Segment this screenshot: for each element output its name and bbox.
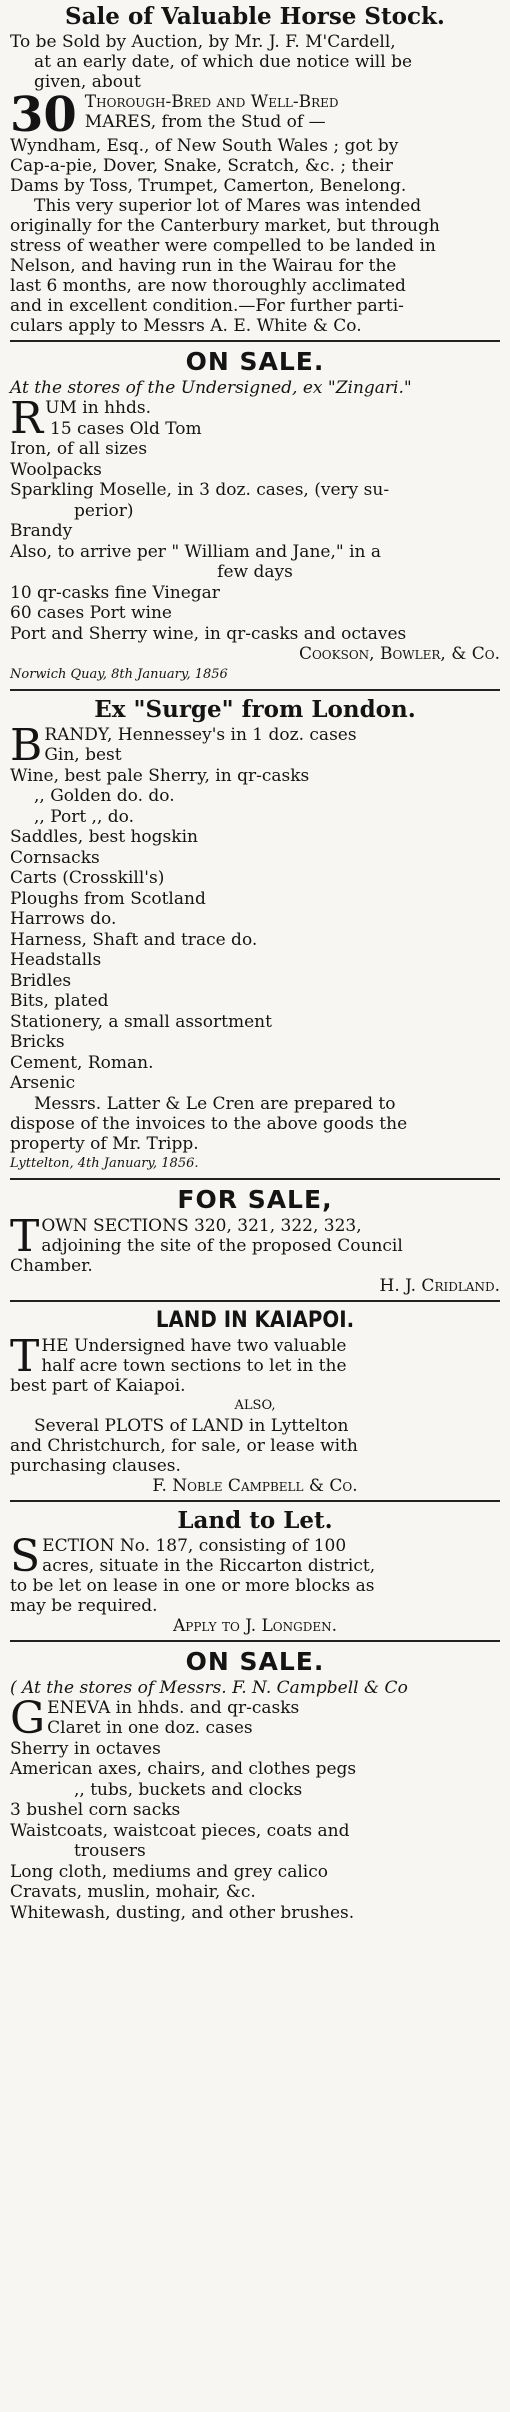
- notice-line: dispose of the invoices to the above goods the: [10, 1113, 408, 1134]
- list-item: Wine, best pale Sherry, in qr-casks: [10, 765, 310, 786]
- for-sale-line: OWN SECTIONS 320, 321, 322, 323,: [41, 1215, 362, 1236]
- list-item: 10 qr-casks fine Vinegar: [10, 582, 220, 603]
- list-item: Bricks: [10, 1032, 65, 1052]
- dropcap-block: [10, 719, 500, 771]
- notice-line: property of Mr. Tripp.: [10, 1133, 199, 1154]
- dropcap-block: [10, 1530, 500, 1582]
- list-item: RANDY, Hennessey's in 1 doz. cases: [44, 724, 357, 745]
- on-sale-subtitle: At the stores of the Undersigned, ex "Zingari.": [10, 378, 412, 398]
- horse-sale-line: Wyndham, Esq., of New South Wales ; got by: [10, 136, 399, 156]
- divider: [10, 1300, 500, 1302]
- signature: F. Noble Campbell & Co.: [152, 1475, 358, 1496]
- list-item: Gin, best: [44, 745, 122, 765]
- on-sale-campbell-advert: [10, 1646, 500, 1924]
- list-item: Harness, Shaft and trace do.: [10, 929, 258, 950]
- list-item: Sherry in octaves: [10, 1738, 161, 1759]
- dateline: Norwich Quay, 8th January, 1856: [10, 666, 228, 682]
- horse-sale-line: Thorough-Bred and Well-Bred: [84, 92, 339, 112]
- land-to-let-line: may be required.: [10, 1595, 158, 1616]
- list-item: Headstalls: [10, 950, 102, 970]
- horse-sale-advert: [10, 2, 500, 336]
- kaiapoi-line: half acre town sections to let in the: [41, 1355, 347, 1376]
- list-item: Long cloth, mediums and grey calico: [10, 1861, 328, 1882]
- dropcap-letter: B: [10, 719, 43, 771]
- list-item: Cornsacks: [10, 847, 100, 868]
- land-to-let-line: ECTION No. 187, consisting of 100: [42, 1535, 347, 1556]
- horse-sale-line: originally for the Canterbury market, but through: [10, 216, 440, 236]
- horse-sale-line: MARES, from the Stud of —: [84, 112, 326, 132]
- horse-sale-line: This very superior lot of Mares was intended: [34, 196, 422, 216]
- list-item: UM in hhds.: [45, 398, 151, 418]
- signature: Apply to J. Longden.: [173, 1615, 337, 1636]
- kaiapoi-line: and Christchurch, for sale, or lease with: [10, 1435, 358, 1456]
- horse-sale-line: given, about: [34, 72, 141, 92]
- land-to-let-advert: [10, 1506, 500, 1636]
- notice-line: Messrs. Latter & Le Cren are prepared to: [34, 1093, 396, 1114]
- list-item: Carts (Crosskill's): [10, 868, 165, 888]
- horse-sale-line: Dams by Toss, Trumpet, Camerton, Benelong.: [10, 176, 407, 196]
- list-item: ENEVA in hhds. and qr-casks: [47, 1697, 300, 1718]
- list-item: Woolpacks: [10, 459, 102, 480]
- list-item: perior): [74, 500, 134, 521]
- list-item: Iron, of all sizes: [10, 439, 148, 459]
- divider: [10, 1500, 500, 1502]
- list-item: 15 cases Old Tom: [50, 418, 202, 439]
- list-item: American axes, chairs, and clothes pegs: [10, 1759, 357, 1779]
- land-kaiapoi-advert: [10, 1306, 500, 1496]
- land-kaiapoi-title: LAND IN KAIAPOI.: [155, 1307, 355, 1333]
- dropcap-letter: T: [10, 1330, 40, 1382]
- for-sale-line: adjoining the site of the proposed Council: [41, 1235, 403, 1256]
- list-item: ,, Port ,, do.: [34, 806, 134, 827]
- dropcap-letter: T: [10, 1210, 40, 1262]
- on-sale-zingari-advert: [10, 346, 500, 685]
- list-item: few days: [217, 562, 293, 582]
- ex-surge-advert: [10, 695, 500, 1174]
- horse-sale-line: at an early date, of which due notice will be: [34, 52, 413, 72]
- horse-sale-line: culars apply to Messrs A. E. White & Co.: [10, 316, 362, 336]
- horse-sale-line: Cap-a-pie, Dover, Snake, Scratch, &c. ; their: [10, 156, 393, 176]
- land-to-let-line: acres, situate in the Riccarton district,: [42, 1555, 376, 1576]
- land-to-let-title: Land to Let.: [177, 1506, 333, 1534]
- kaiapoi-line: Several PLOTS of LAND in Lyttelton: [34, 1415, 349, 1436]
- for-sale-advert: [10, 1184, 500, 1296]
- horse-sale-line: stress of weather were compelled to be landed in: [10, 236, 436, 256]
- dropcap-letter: S: [10, 1530, 41, 1582]
- dropcap-block: [10, 1692, 500, 1744]
- list-item: Bridles: [10, 970, 72, 991]
- list-item: Cement, Roman.: [10, 1052, 154, 1073]
- dropcap-letter: R: [10, 393, 44, 444]
- list-item: 3 bushel corn sacks: [10, 1800, 181, 1820]
- list-item: Cravats, muslin, mohair, &c.: [10, 1882, 256, 1902]
- list-item: Arsenic: [10, 1073, 76, 1093]
- on-sale-title: ON SALE.: [185, 347, 325, 376]
- horse-sale-line: last 6 months, are now thoroughly acclimated: [10, 276, 406, 296]
- list-item: 60 cases Port wine: [10, 603, 172, 623]
- list-item: Bits, plated: [10, 991, 109, 1011]
- list-item: Port and Sherry wine, in qr-casks and octaves: [10, 623, 407, 644]
- horse-sale-lot: [10, 87, 500, 143]
- list-item: Claret in one doz. cases: [47, 1718, 253, 1738]
- dropcap-block: [10, 1210, 500, 1262]
- list-item: Waistcoats, waistcoat pieces, coats and: [10, 1820, 350, 1841]
- divider: [10, 340, 500, 342]
- horse-sale-line: To be Sold by Auction, by Mr. J. F. M'Cardell,: [10, 32, 396, 52]
- on-sale-subtitle: ( At the stores of Messrs. F. N. Campbell & Co: [10, 1677, 408, 1698]
- divider: [10, 689, 500, 691]
- for-sale-line: Chamber.: [10, 1255, 93, 1276]
- signature: Cookson, Bowler, & Co.: [298, 644, 500, 664]
- list-item: ,, Golden do. do.: [34, 786, 175, 806]
- horse-sale-line: Nelson, and having run in the Wairau for the: [10, 256, 397, 276]
- ex-surge-title: Ex "Surge" from London.: [94, 695, 416, 723]
- list-item: Saddles, best hogskin: [10, 827, 198, 847]
- dropcap-block: [10, 1330, 500, 1382]
- dropcap-letter: G: [10, 1692, 46, 1744]
- kaiapoi-line: best part of Kaiapoi.: [10, 1375, 186, 1396]
- list-item: trousers: [74, 1841, 146, 1861]
- for-sale-title: FOR SALE,: [177, 1184, 333, 1214]
- dropcap-block: [10, 393, 500, 444]
- land-to-let-line: to be let on lease in one or more blocks as: [10, 1575, 375, 1596]
- horse-sale-title: Sale of Valuable Horse Stock.: [65, 3, 445, 30]
- horse-sale-line: and in excellent condition.—For further parti-: [10, 296, 404, 316]
- signature: H. J. Cridland.: [379, 1275, 500, 1296]
- list-item: Brandy: [10, 521, 73, 541]
- on-sale-title: ON SALE.: [185, 1646, 325, 1676]
- dateline: Lyttelton, 4th January, 1856.: [10, 1155, 199, 1171]
- divider: [10, 1640, 500, 1642]
- lot-number: 30: [10, 87, 77, 143]
- kaiapoi-line: purchasing clauses.: [10, 1455, 181, 1476]
- also-label: ALSO,: [234, 1397, 276, 1413]
- list-item: Whitewash, dusting, and other brushes.: [10, 1902, 355, 1923]
- list-item: ,, tubs, buckets and clocks: [74, 1779, 303, 1800]
- divider: [10, 1178, 500, 1180]
- list-item: Stationery, a small assortment: [10, 1011, 272, 1032]
- list-item: Ploughs from Scotland: [10, 888, 206, 909]
- list-item: Harrows do.: [10, 909, 117, 929]
- list-item: Sparkling Moselle, in 3 doz. cases, (very su-: [10, 480, 390, 500]
- list-item: Also, to arrive per " William and Jane," in a: [10, 541, 382, 562]
- kaiapoi-line: HE Undersigned have two valuable: [41, 1335, 347, 1356]
